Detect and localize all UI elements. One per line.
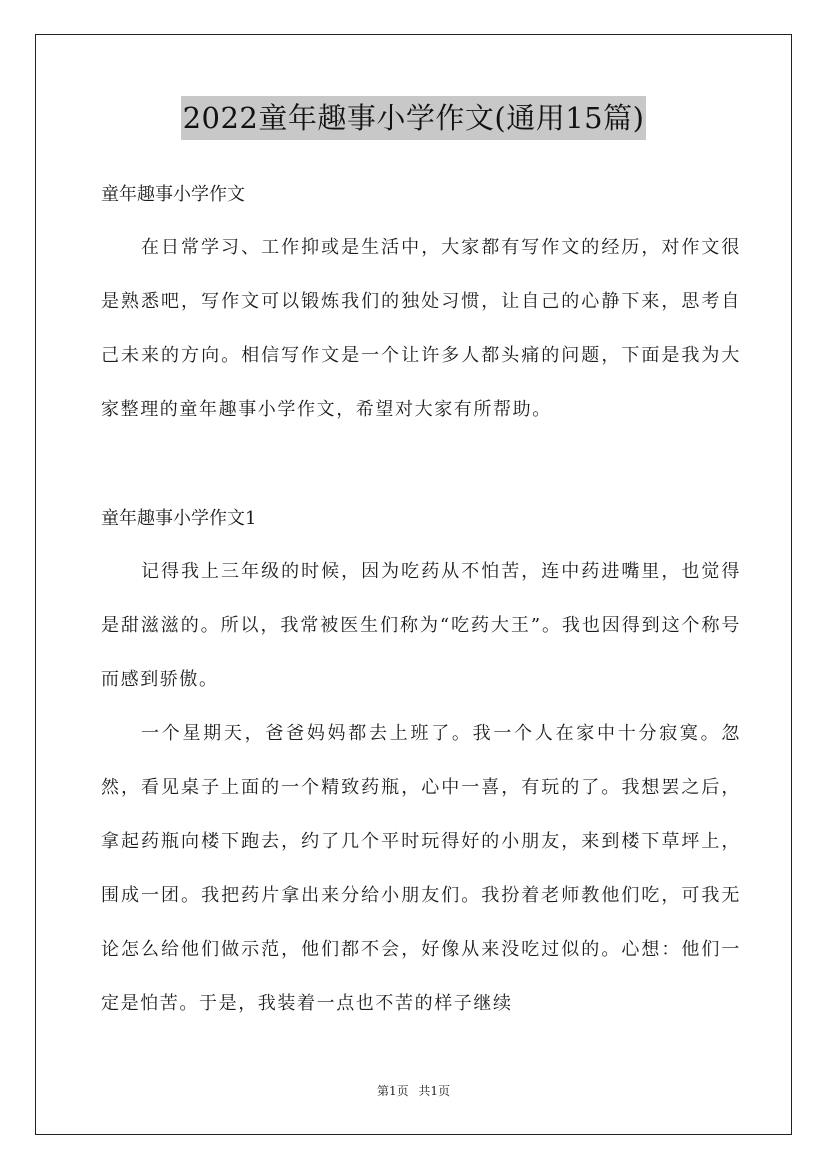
essay-paragraph-2: 一个星期天，爸爸妈妈都去上班了。我一个人在家中十分寂寞。忽然，看见桌子上面的一个精致药瓶，心中一喜，有玩的了。我想罢之后，拿起药瓶向楼下跑去，约了几个平时玩得好的小朋友，来到楼下草坪上，围成一团。我把药片拿出来分给小朋友们。我扮着老师教他们吃，可我无论怎么给他们做示范，他们都不会，好像从来没吃过似的。心想：他们一定是怕苦。于是，我装着一点也不苦的样子继续 bbox=[101, 723, 741, 1014]
intro-paragraph: 在日常学习、工作抑或是生活中，大家都有写作文的经历，对作文很是熟悉吧，写作文可以锻炼我们的独处习惯，让自己的心静下来，思考自己未来的方向。相信写作文是一个让许多人都头痛的问题，下面是我为大家整理的童年趣事小学作文，希望对大家有所帮助。 bbox=[101, 237, 741, 420]
document-title: 2022童年趣事小学作文(通用15篇) bbox=[181, 96, 647, 140]
page-footer bbox=[0, 1083, 827, 1099]
title-container bbox=[0, 96, 827, 140]
page-number: 第1页 bbox=[376, 1084, 409, 1098]
intro-heading: 童年趣事小学作文 bbox=[101, 184, 245, 205]
essay-paragraph-1: 记得我上三年级的时候，因为吃药从不怕苦，连中药进嘴里，也觉得是甜滋滋的。所以，我常被医生们称为“吃药大王”。我也因得到这个称号而感到骄傲。 bbox=[101, 561, 741, 690]
essay-heading: 童年趣事小学作文1 bbox=[101, 508, 257, 529]
page-total: 共1页 bbox=[418, 1084, 451, 1098]
